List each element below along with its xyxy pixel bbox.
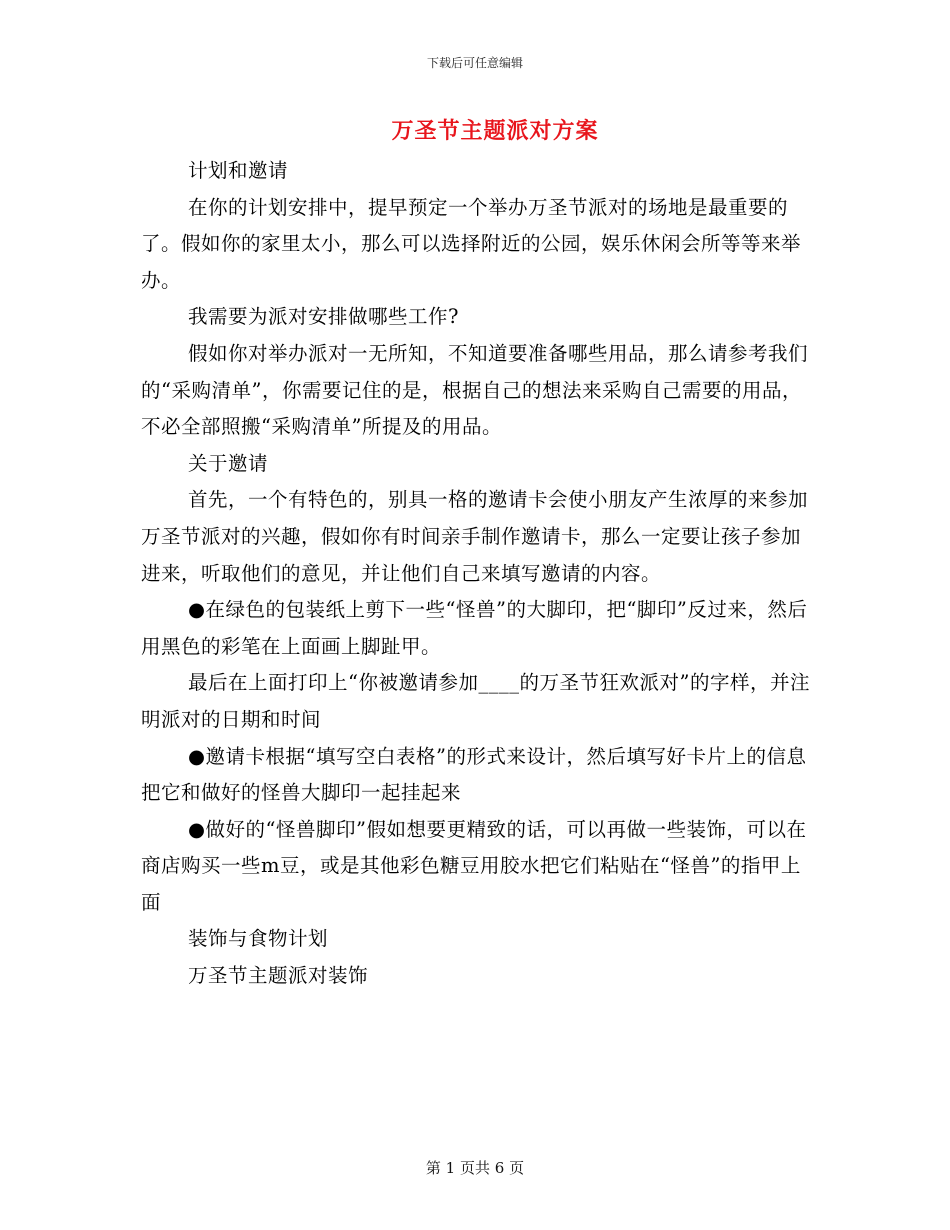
question-heading: 我需要为派对安排做哪些工作? <box>188 305 459 329</box>
page-number: 第 1 页共 6 页 <box>425 1159 525 1177</box>
section-heading-party-decor: 万圣节主题派对装饰 <box>188 964 369 988</box>
bullet-blank-form: ●邀请卡根据“填写空白表格”的形式来设计，然后填写好卡片上的信息把它和做好的怪兽大脚印一起挂起来 <box>141 744 807 805</box>
header-note: 下载后可任意编辑 <box>426 56 523 70</box>
section-heading-decor-food: 装饰与食物计划 <box>188 927 329 951</box>
bullet-footprint: ●在绿色的包装纸上剪下一些“怪兽”的大脚印，把“脚印”反过来，然后用黑色的彩笔在上面画上脚趾甲。 <box>141 598 808 658</box>
section-heading-invitation: 关于邀请 <box>188 451 269 475</box>
paragraph-invitation-card: 首先，一个有特色的，别具一格的邀请卡会使小朋友产生浓厚的来参加万圣节派对的兴趣，假如你有时间亲手制作邀请卡，那么一定要让孩子参加进来，听取他们的意见，并让他们自己来填写邀请的内容。 <box>141 488 809 585</box>
document-body <box>141 153 811 995</box>
section-heading-plan: 计划和邀请 <box>188 159 289 182</box>
paragraph-shopping-list: 假如你对举办派对一无所知，不知道要准备哪些用品，那么请参考我们的“采购清单”，你需要记住的是，根据自己的想法来采购自己需要的用品，不必全部照搬“采购清单”所提及的用品。 <box>141 341 809 439</box>
document-title: 万圣节主题派对方案 <box>391 118 599 144</box>
paragraph-print-text: 最后在上面打印上“你被邀请参加____的万圣节狂欢派对”的字样，并注明派对的日期和时间 <box>141 671 810 731</box>
paragraph-venue: 在你的计划安排中，提早预定一个举办万圣节派对的场地是最重要的了。假如你的家里太小，那么可以选择附近的公园，娱乐休闲会所等等来举办。 <box>141 195 802 292</box>
bullet-decoration: ●做好的“怪兽脚印”假如想要更精致的话，可以再做一些装饰，可以在商店购买一些m豆，或是其他彩色糖豆用胶水把它们粘贴在“怪兽”的指甲上面 <box>141 817 807 914</box>
